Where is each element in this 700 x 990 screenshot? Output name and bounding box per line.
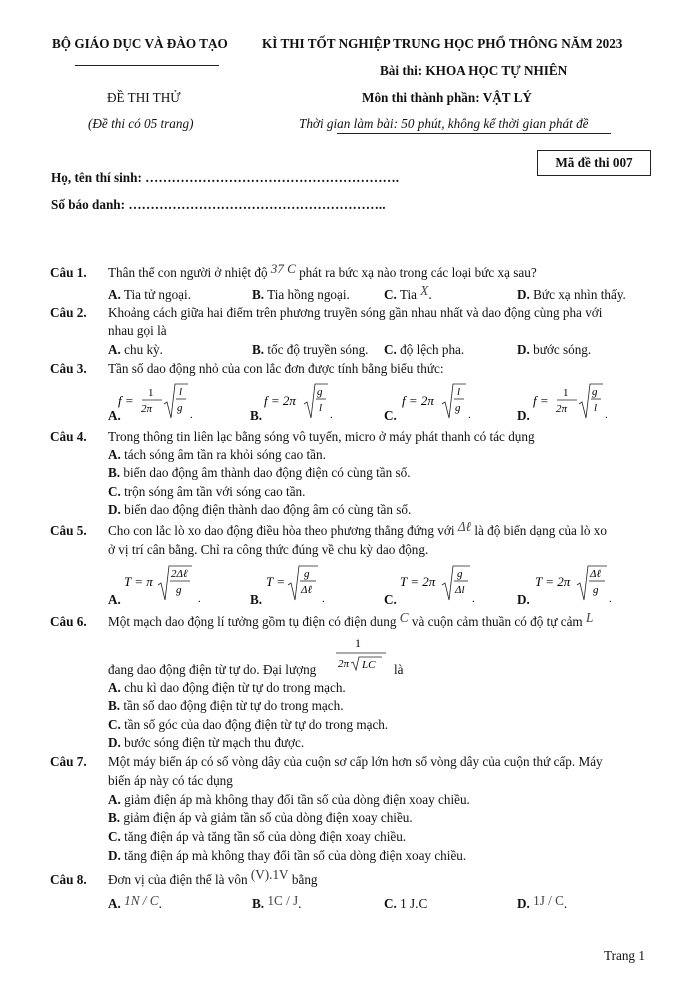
q6-option-d[interactable]: D. bước sóng điện từ mạch thu được. (108, 735, 305, 750)
q6-line2: đang dao động điện từ tự do. Đại lượng (108, 662, 317, 677)
exam-title: KÌ THI TỐT NGHIỆP TRUNG HỌC PHỔ THÔNG NĂM 2023 (262, 36, 623, 51)
q8-option-d[interactable]: D. 1J / C. (517, 893, 568, 911)
q2-option-a[interactable]: A. chu kỳ. (108, 342, 163, 357)
q3-a-fsym: f = (118, 393, 134, 408)
ministry-name: BỘ GIÁO DỤC VÀ ĐÀO TẠO (52, 36, 228, 51)
q6-option-a[interactable]: A. chu kì dao động điện từ tự do trong mạch. (108, 680, 346, 695)
q4-option-d[interactable]: D. biến dao động điện thành dao động âm có cùng tần số. (108, 502, 412, 517)
q4-option-c[interactable]: C. trộn sóng âm tần với sóng cao tần. (108, 484, 306, 499)
svg-text:g: g (176, 584, 182, 596)
svg-text:Δℓ: Δℓ (590, 568, 602, 580)
q5-b-formula (266, 560, 356, 608)
svg-text:g: g (455, 402, 461, 414)
svg-text:.: . (468, 409, 471, 421)
svg-text:1: 1 (355, 636, 361, 650)
q3-c-formula (402, 378, 492, 424)
page-number: Trang 1 (604, 948, 645, 963)
q6-expression (334, 633, 394, 673)
candidate-name-label: Họ, tên thí sinh: …………………………………………………. (51, 170, 400, 185)
pages-note: (Đề thi có 05 trang) (88, 116, 194, 131)
svg-text:.: . (472, 593, 475, 605)
q4-stem: Trong thông tin liên lạc bằng sóng vô tuyến, micro ở máy phát thanh có tác dụng (108, 429, 535, 444)
q3-number: Câu 3. (50, 361, 87, 376)
q5-delta: Δℓ (457, 519, 472, 534)
q7-option-d[interactable]: D. tăng điện áp mà không thay đổi tần số của dòng điện xoay chiều. (108, 848, 467, 863)
svg-text:g: g (457, 568, 463, 580)
q8-number: Câu 8. (50, 872, 87, 887)
svg-text:2π: 2π (338, 658, 350, 670)
svg-text:l: l (594, 402, 598, 414)
svg-text:LC: LC (362, 659, 376, 671)
q5-stem: Cho con lắc lò xo dao động điều hòa theo phương thẳng đứng với Δℓ là độ biến dạng của lò xo (108, 519, 607, 538)
svg-text:2π: 2π (556, 403, 568, 415)
q3-stem: Tần số dao động nhỏ của con lắc đơn được tính bằng biểu thức: (108, 361, 444, 376)
test-label: Bài thi: KHOA HỌC TỰ NHIÊN (380, 63, 568, 78)
q3-d-formula (533, 378, 633, 424)
svg-text:g: g (592, 386, 598, 398)
svg-text:f =: f = (533, 393, 549, 408)
svg-text:.: . (605, 409, 608, 421)
svg-text:g: g (177, 402, 183, 414)
svg-text:T = 2π: T = 2π (535, 574, 571, 589)
q6-stem: Một mạch dao động lí tưởng gồm tụ điện có điện dung C và cuộn cảm thuần có độ tự cảm L (108, 610, 594, 629)
svg-text:T = π: T = π (124, 574, 153, 589)
svg-text:2Δℓ: 2Δℓ (171, 568, 188, 580)
q4-number: Câu 4. (50, 429, 87, 444)
q7-option-b[interactable]: B. giảm điện áp và giảm tần số của dòng điện xoay chiều. (108, 810, 413, 825)
svg-text:l: l (319, 402, 323, 414)
svg-text:T = 2π: T = 2π (400, 574, 436, 589)
q7-option-a[interactable]: A. giảm điện áp mà không thay đổi tần số của dòng điện xoay chiều. (108, 792, 470, 807)
q2-line1: Khoảng cách giữa hai điểm trên phương truyền sóng gần nhau nhất và dao động cùng pha với (108, 305, 603, 320)
q7-line2: biến áp này có tác dụng (108, 773, 233, 788)
q3-a-den: 2π (141, 403, 153, 415)
q8-stem: Đơn vị của điện thế là vôn (V).1V bằng (108, 867, 318, 887)
svg-text:.: . (330, 409, 333, 421)
subject: Môn thi thành phần: VẬT LÝ (362, 90, 532, 105)
time-underline (337, 133, 611, 134)
q3-a-formula (118, 378, 208, 424)
q1-temp: 37 C (270, 261, 296, 276)
time-note: Thời gian làm bài: 50 phút, không kể thời gian phát đề (299, 116, 589, 131)
q6-line2-tail: là (394, 662, 404, 677)
q1-stem (108, 261, 537, 281)
q8-option-b[interactable]: B. 1C / J. (252, 893, 302, 911)
svg-text:l: l (179, 386, 183, 398)
q2-option-c[interactable]: C. độ lệch pha. (384, 342, 465, 357)
svg-text:g: g (304, 568, 310, 580)
q2-number: Câu 2. (50, 305, 87, 320)
doc-type: ĐỀ THI THỬ (107, 90, 181, 105)
q5-a-formula (124, 560, 224, 608)
svg-text:g: g (593, 584, 599, 596)
q5-line2: ở vị trí cân bằng. Chỉ ra công thức đúng về chu kỳ dao động. (108, 542, 429, 557)
svg-text:Δl: Δl (455, 584, 465, 596)
svg-text:f = 2π: f = 2π (264, 393, 296, 408)
candidate-id-label: Số báo danh: ………………………………………………….. (51, 197, 386, 212)
q1-option-a[interactable]: A. Tia tử ngoại. (108, 287, 191, 302)
svg-text:.: . (609, 593, 612, 605)
q7-number: Câu 7. (50, 754, 87, 769)
svg-text:g: g (317, 386, 323, 398)
q6-option-b[interactable]: B. tần số dao động điện từ tự do trong mạch. (108, 698, 344, 713)
svg-text:.: . (322, 593, 325, 605)
svg-text:.: . (190, 409, 193, 421)
q1-text2: phát ra bức xạ nào trong các loại bức xạ sau? (299, 265, 537, 280)
q3-a-num: 1 (148, 387, 154, 399)
q2-line2: nhau gọi là (108, 323, 167, 338)
q7-option-c[interactable]: C. tăng điện áp và tăng tần số của dòng điện xoay chiều. (108, 829, 407, 844)
svg-text:.: . (198, 593, 201, 605)
q1-option-d[interactable]: D. Bức xạ nhìn thấy. (517, 287, 626, 302)
q3-b-formula (264, 378, 354, 424)
exam-code-box (537, 150, 651, 176)
exam-code: Mã đề thi 007 (555, 155, 633, 170)
svg-text:l: l (457, 386, 461, 398)
q1-option-b[interactable]: B. Tia hồng ngoại. (252, 287, 350, 302)
q4-option-b[interactable]: B. biến dao động âm thành dao động điện có cùng tần số. (108, 465, 411, 480)
q1-text: Thân thể con người ở nhiệt độ (108, 265, 268, 280)
q2-option-b[interactable]: B. tốc độ truyền sóng. (252, 342, 369, 357)
q8-option-c[interactable]: C. 1 J.C (384, 896, 428, 911)
q5-c-formula (400, 560, 500, 608)
q1-option-c[interactable]: C. Tia X. (384, 283, 432, 302)
q4-option-a[interactable]: A. tách sóng âm tần ra khỏi sóng cao tần. (108, 447, 326, 462)
svg-text:1: 1 (563, 387, 569, 399)
q8-unit: (V).1V (250, 867, 289, 882)
q5-d-formula (535, 560, 635, 608)
q5-number: Câu 5. (50, 523, 87, 538)
q7-line1: Một máy biến áp có số vòng dây của cuộn sơ cấp lớn hơn số vòng dây của cuộn thứ cấp. Máy (108, 754, 603, 769)
svg-text:Δℓ: Δℓ (301, 584, 313, 596)
q6-number: Câu 6. (50, 614, 87, 629)
svg-text:f = 2π: f = 2π (402, 393, 434, 408)
ministry-underline (75, 65, 219, 66)
q2-option-d[interactable]: D. bước sóng. (517, 342, 592, 357)
q1-number: Câu 1. (50, 265, 87, 280)
q8-option-a[interactable]: A. 1N / C. (108, 893, 162, 911)
svg-text:T =: T = (266, 574, 286, 589)
q6-option-c[interactable]: C. tần số góc của dao động điện từ tự do trong mạch. (108, 717, 389, 732)
